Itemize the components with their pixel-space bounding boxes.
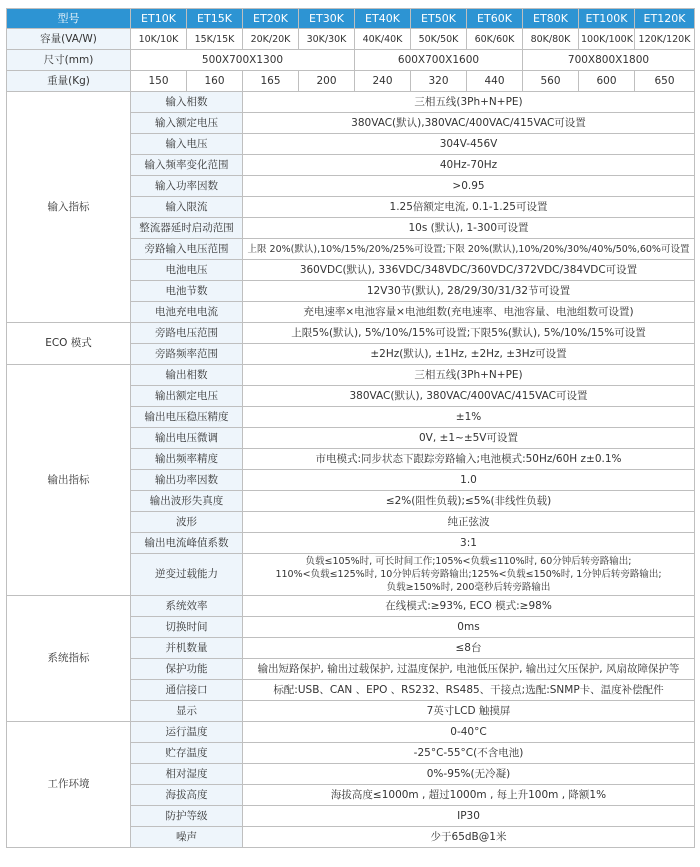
capacity-value: 15K/15K — [187, 29, 243, 50]
table-row — [7, 722, 695, 743]
spec-param-value: 304V-456V — [243, 134, 695, 155]
capacity-value: 80K/80K — [523, 29, 579, 50]
table-row — [7, 50, 695, 71]
spec-param-value: 少于65dB@1米 — [243, 827, 695, 848]
spec-param-label: 输入限流 — [131, 197, 243, 218]
spec-param-value: 三相五线(3Ph+N+PE) — [243, 92, 695, 113]
weight-value: 240 — [355, 71, 411, 92]
capacity-value: 30K/30K — [299, 29, 355, 50]
capacity-value: 20K/20K — [243, 29, 299, 50]
spec-param-value: ≤2%(阻性负载);≤5%(非线性负载) — [243, 491, 695, 512]
capacity-value: 50K/50K — [411, 29, 467, 50]
capacity-label: 容量(VA/W) — [7, 29, 131, 50]
capacity-value: 120K/120K — [635, 29, 695, 50]
model-name: ET50K — [411, 9, 467, 29]
spec-param-value: >0.95 — [243, 176, 695, 197]
spec-param-label: 电池充电电流 — [131, 302, 243, 323]
capacity-value: 40K/40K — [355, 29, 411, 50]
spec-param-label: 通信接口 — [131, 680, 243, 701]
spec-param-value: 上限5%(默认), 5%/10%/15%可设置;下限5%(默认), 5%/10%/15%可设置 — [243, 323, 695, 344]
model-name: ET10K — [131, 9, 187, 29]
spec-param-label: 整流器延时启动范围 — [131, 218, 243, 239]
spec-param-label: 显示 — [131, 701, 243, 722]
spec-param-label: 海拔高度 — [131, 785, 243, 806]
section-category: ECO 模式 — [7, 323, 131, 365]
model-name: ET30K — [299, 9, 355, 29]
spec-param-label: 输出额定电压 — [131, 386, 243, 407]
table-row — [7, 323, 695, 344]
weight-value: 440 — [467, 71, 523, 92]
spec-param-label: 保护功能 — [131, 659, 243, 680]
spec-param-value: 充电速率×电池容量×电池组数(充电速率、电池容量、电池组数可设置) — [243, 302, 695, 323]
spec-param-label: 输出相数 — [131, 365, 243, 386]
model-name: ET100K — [579, 9, 635, 29]
spec-param-value: 7英寸LCD 触摸屏 — [243, 701, 695, 722]
model-name: ET40K — [355, 9, 411, 29]
spec-param-value: 0-40°C — [243, 722, 695, 743]
table-row — [7, 365, 695, 386]
spec-param-label: 旁路频率范围 — [131, 344, 243, 365]
spec-param-label: 输入额定电压 — [131, 113, 243, 134]
spec-param-label: 输入功率因数 — [131, 176, 243, 197]
size-value: 700X800X1800 — [523, 50, 695, 71]
section-category: 输出指标 — [7, 365, 131, 596]
spec-param-value: 380VAC(默认),380VAC/400VAC/415VAC可设置 — [243, 113, 695, 134]
spec-param-value: 360VDC(默认), 336VDC/348VDC/360VDC/372VDC/384VDC可设置 — [243, 260, 695, 281]
spec-table-body — [7, 9, 695, 848]
spec-param-value: 纯正弦波 — [243, 512, 695, 533]
weight-value: 560 — [523, 71, 579, 92]
model-name: ET80K — [523, 9, 579, 29]
weight-value: 165 — [243, 71, 299, 92]
size-label: 尺寸(mm) — [7, 50, 131, 71]
spec-param-value: 海拔高度≤1000m , 超过1000m , 每上升100m , 降额1% — [243, 785, 695, 806]
spec-param-label: 旁路输入电压范围 — [131, 239, 243, 260]
section-category: 输入指标 — [7, 92, 131, 323]
spec-param-label: 逆变过载能力 — [131, 554, 243, 596]
model-name: ET20K — [243, 9, 299, 29]
spec-param-label: 输出电压稳压精度 — [131, 407, 243, 428]
spec-param-value: 10s (默认), 1-300可设置 — [243, 218, 695, 239]
model-name: ET60K — [467, 9, 523, 29]
spec-param-label: 输出电流峰值系数 — [131, 533, 243, 554]
weight-value: 650 — [635, 71, 695, 92]
weight-value: 600 — [579, 71, 635, 92]
weight-value: 200 — [299, 71, 355, 92]
table-row — [7, 92, 695, 113]
spec-param-label: 输入相数 — [131, 92, 243, 113]
section-category: 工作环境 — [7, 722, 131, 848]
spec-param-label: 输入频率变化范围 — [131, 155, 243, 176]
spec-param-label: 切换时间 — [131, 617, 243, 638]
model-name: ET15K — [187, 9, 243, 29]
model-header-label: 型号 — [7, 9, 131, 29]
table-row — [7, 596, 695, 617]
spec-param-label: 旁路电压范围 — [131, 323, 243, 344]
spec-param-value: 12V30节(默认), 28/29/30/31/32节可设置 — [243, 281, 695, 302]
spec-param-label: 输出波形失真度 — [131, 491, 243, 512]
spec-param-value: 负载≤105%时, 可长时间工作;105%<负载≤110%时, 60分钟后转旁路输出; 110%<负载≤125%时, 10分钟后转旁路输出;125%<负载≤150%时, 1分钟后转旁路输出; 负载≥150%时, 200毫秒后转旁路输出 — [243, 554, 695, 596]
weight-label: 重量(Kg) — [7, 71, 131, 92]
weight-value: 150 — [131, 71, 187, 92]
spec-param-value: 0ms — [243, 617, 695, 638]
spec-param-value: ≤8台 — [243, 638, 695, 659]
table-row — [7, 29, 695, 50]
capacity-value: 10K/10K — [131, 29, 187, 50]
size-value: 600X700X1600 — [355, 50, 523, 71]
model-name: ET120K — [635, 9, 695, 29]
spec-param-label: 输出频率精度 — [131, 449, 243, 470]
spec-param-value: 输出短路保护, 输出过载保护, 过温度保护, 电池低压保护, 输出过欠压保护, 风扇故障保护等 — [243, 659, 695, 680]
spec-param-value: 标配:USB、CAN 、EPO 、RS232、RS485、干接点;选配:SNMP卡、温度补偿配件 — [243, 680, 695, 701]
capacity-value: 60K/60K — [467, 29, 523, 50]
spec-param-label: 电池节数 — [131, 281, 243, 302]
spec-param-label: 输入电压 — [131, 134, 243, 155]
spec-param-label: 相对湿度 — [131, 764, 243, 785]
spec-param-label: 防护等级 — [131, 806, 243, 827]
spec-param-value: 0%-95%(无冷凝) — [243, 764, 695, 785]
section-category: 系统指标 — [7, 596, 131, 722]
table-row — [7, 9, 695, 29]
spec-param-value: 市电模式:同步状态下跟踪旁路输入;电池模式:50Hz/60H z±0.1% — [243, 449, 695, 470]
spec-param-value: 3:1 — [243, 533, 695, 554]
spec-param-value: 1.25倍额定电流, 0.1-1.25可设置 — [243, 197, 695, 218]
spec-param-value: 40Hz-70Hz — [243, 155, 695, 176]
spec-param-value: -25°C-55°C(不含电池) — [243, 743, 695, 764]
weight-value: 320 — [411, 71, 467, 92]
spec-param-value: 三相五线(3Ph+N+PE) — [243, 365, 695, 386]
spec-param-label: 输出电压微调 — [131, 428, 243, 449]
spec-param-label: 波形 — [131, 512, 243, 533]
spec-param-value: IP30 — [243, 806, 695, 827]
spec-param-label: 系统效率 — [131, 596, 243, 617]
spec-param-label: 电池电压 — [131, 260, 243, 281]
spec-param-label: 并机数量 — [131, 638, 243, 659]
size-value: 500X700X1300 — [131, 50, 355, 71]
spec-param-label: 噪声 — [131, 827, 243, 848]
spec-param-value: 1.0 — [243, 470, 695, 491]
spec-param-value: 0V, ±1~±5V可设置 — [243, 428, 695, 449]
spec-param-label: 贮存温度 — [131, 743, 243, 764]
table-row — [7, 71, 695, 92]
spec-param-value: 上限 20%(默认),10%/15%/20%/25%可设置;下限 20%(默认),10%/20%/30%/40%/50%,60%可设置 — [243, 239, 695, 260]
spec-param-value: ±1% — [243, 407, 695, 428]
spec-param-label: 输出功率因数 — [131, 470, 243, 491]
spec-param-label: 运行温度 — [131, 722, 243, 743]
weight-value: 160 — [187, 71, 243, 92]
spec-param-value: ±2Hz(默认), ±1Hz, ±2Hz, ±3Hz可设置 — [243, 344, 695, 365]
capacity-value: 100K/100K — [579, 29, 635, 50]
spec-param-value: 380VAC(默认), 380VAC/400VAC/415VAC可设置 — [243, 386, 695, 407]
ups-spec-table — [6, 8, 695, 848]
spec-param-value: 在线模式:≥93%, ECO 模式:≥98% — [243, 596, 695, 617]
